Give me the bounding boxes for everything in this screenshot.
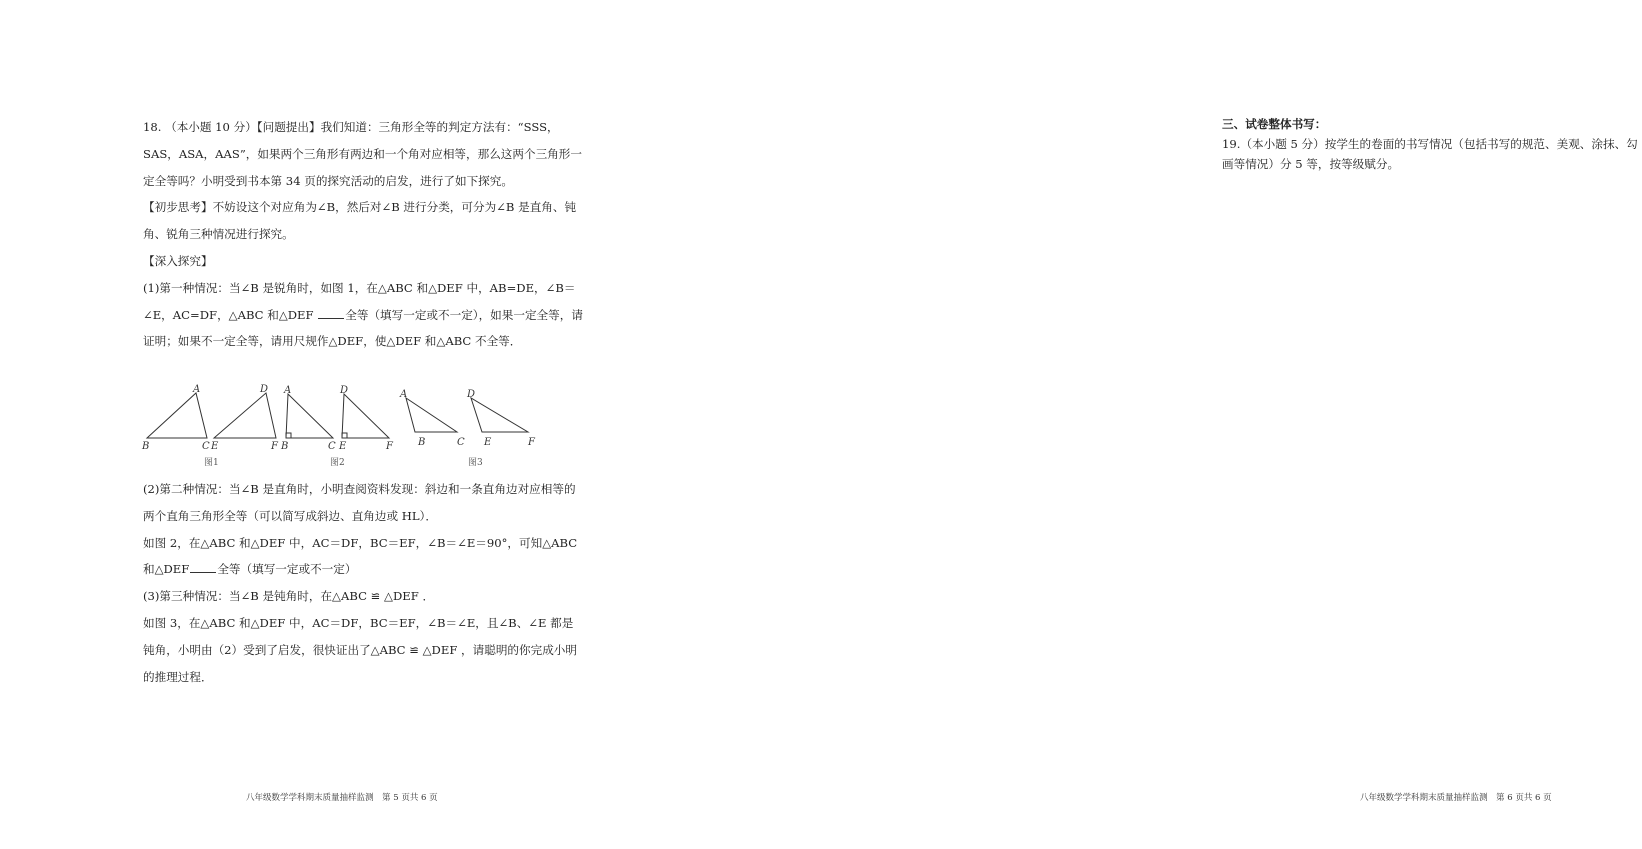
fig1-label-f: F [271,441,278,452]
q18-explore-head: 【深入探究】 [143,253,213,268]
question-18 [143,114,583,355]
fig1-label-d: D [260,384,269,395]
fig3-triangle-def [471,398,528,432]
fig3-label-f: F [528,437,535,448]
fig2-right-angle-b [286,433,291,438]
section-3-title: 三、试卷整体书写： [1222,117,1327,131]
fig3-label-e: E [484,437,492,448]
fig3-label-a: A [400,389,408,400]
q18-case3-a: (3)第三种情况：当∠B 是钝角时，在△ABC ≌ △DEF ． [143,589,435,604]
q18-case2-a: (2)第二种情况：当∠B 是直角时，小明查阅资料发现：斜边和一条直角边对应相等的两个直角三角形全等（可以简写成斜边、直角边或 HL）． [143,482,576,523]
fig1-label-b: B [142,441,150,452]
fig1-label-e: E [211,441,219,452]
fig3-label-b: B [418,437,426,448]
fig2-label-e: E [339,441,347,452]
fig1-triangle-def [214,393,276,438]
q18-case2-b [143,530,583,584]
left-page-footer: 八年级数学学科期末质量抽样监测 第 5 页共 6 页 [246,793,438,803]
fig1-label-c: C [202,441,210,452]
fig2-label-c: C [328,441,336,452]
q18-intro: 18. （本小题 10 分）【问题提出】我们知道：三角形全等的判定方法有：“SSS，SAS，ASA，AAS”，如果两个三角形有两边和一个角对应相等，那么这两个三角形一定全等吗？小明受到书本第 34 页的探究活动的启发，进行了如下探究。 [143,120,582,188]
fig3-label-d: D [467,389,476,400]
fig2-caption: 图2 [330,458,345,468]
fig3-caption: 图3 [468,458,483,468]
fig2-right-angle-e [342,433,347,438]
q18-case1-text-a: (1)第一种情况：当∠B 是锐角时，如图 1，在△ABC 和△DEF 中，AB=DE，∠B＝∠E，AC=DF，△ABC 和△DEF [143,280,576,322]
fig1-label-a: A [193,384,201,395]
fig3-label-c: C [457,437,465,448]
q18-case2-text-b: 如图 2，在△ABC 和△DEF 中，AC＝DF，BC＝EF，∠B＝∠E＝90°，可知△ABC 和△DEF [143,535,578,577]
q18-case1-text-b: 全等（填写一定或不一定），如果一定全等，请证明；如果不一定全等，请用尺规作△DEF，使△DEF 和△ABC 不全等． [143,307,583,349]
figures-svg [140,382,550,472]
question-19: 19.（本小题 5 分）按学生的卷面的书写情况（包括书写的规范、美观、涂抹、勾画等情况）分 5 等，按等级赋分。 [1222,137,1638,171]
answer-blank-1 [318,308,344,319]
left-page [0,0,600,849]
fig2-label-f: F [386,441,393,452]
q18-case1 [143,275,583,355]
fig2-triangle-abc [286,394,333,438]
fig2-label-d: D [340,385,349,396]
fig2-label-a: A [284,385,292,396]
fig1-triangle-abc [147,393,207,438]
fig1-caption: 图1 [204,458,219,468]
question-18-continued [143,476,583,690]
q18-case3-b: 如图 3，在△ABC 和△DEF 中，AC＝DF，BC＝EF，∠B＝∠E，且∠B、∠E 都是钝角，小明由（2）受到了启发，很快证出了△ABC ≌ △DEF ，请聪明的你完成小明的推理过程． [143,615,577,684]
fig3-triangle-abc [406,398,457,432]
triangle-figures [140,382,550,472]
q18-think: 【初步思考】不妨设这个对应角为∠B，然后对∠B 进行分类，可分为∠B 是直角、钝角、锐角三种情况进行探究。 [143,200,577,242]
q18-case2-text-c: 全等（填写一定或不一定） [217,562,357,577]
right-page [600,0,1638,849]
fig2-label-b: B [281,441,289,452]
fig2-triangle-def [342,394,389,438]
section-3 [1222,114,1642,174]
right-page-footer: 八年级数学学科期末质量抽样监测 第 6 页共 6 页 [1360,793,1552,803]
answer-blank-2 [190,562,216,573]
